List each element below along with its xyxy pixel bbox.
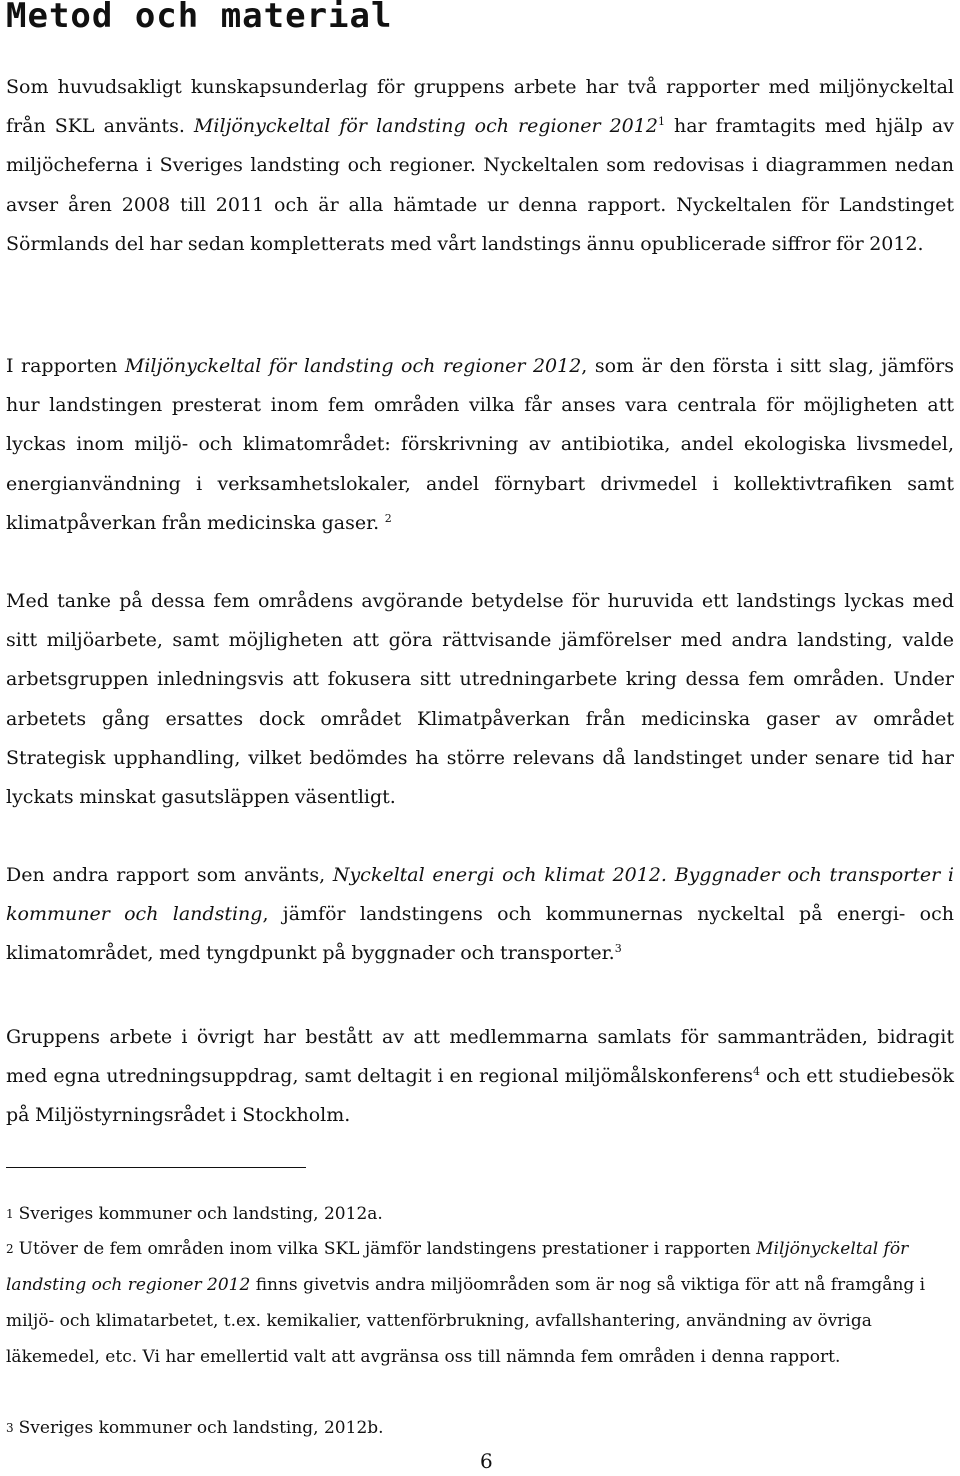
- paragraph-5-text-a: Gruppens arbete i övrigt har bestått av att medlemmarna samlats för sammanträden, bidragit med egna utredningsuppdrag, samt deltagit i en regional miljömålskonferens: [6, 1026, 954, 1088]
- paragraph-1-text-a: Som huvudsakligt kunskapsunderlag för gruppens arbete har två rapporter med miljönyckeltal från SKL använts.: [6, 76, 954, 138]
- paragraph-2: [6, 347, 954, 543]
- report-title-italic: Miljönyckeltal för landsting och regioner 2012: [6, 1239, 909, 1295]
- report-title-italic: Miljönyckeltal för landsting och regioner 2012: [193, 115, 658, 138]
- footnote-number: 3: [6, 1421, 14, 1435]
- page-number: 6: [480, 1449, 493, 1473]
- paragraph-2-text-a: I rapporten: [6, 355, 125, 377]
- footnote-ref-3[interactable]: 3: [614, 942, 622, 956]
- footnote-1: [6, 1196, 946, 1232]
- footnote-text-a: Utöver de fem områden inom vilka SKL jämför landstingens prestationer i rapporten: [18, 1239, 757, 1259]
- footnote-ref-4[interactable]: 4: [753, 1065, 761, 1079]
- paragraph-5-text-b: och ett studiebesök på Miljöstyrningsrådet i Stockholm.: [6, 1065, 955, 1127]
- paragraph-5: [6, 1018, 954, 1136]
- section-heading: Metod och material: [6, 0, 393, 36]
- paragraph-2-text-c: , som är den första i sitt slag, jämförs hur landstingen presterat inom fem områden vilka får anses vara centrala för möjligheten att lyckas inom miljö- och klimatområdet: förskrivning av antibiotika, andel ekologiska livsmedel, energianvändning i verksamhetslokaler, andel förnybart drivmedel i kollektivtrafiken samt klimatpåverkan från medicinska gaser.: [6, 355, 954, 534]
- paragraph-1-text-c: har framtagits med hjälp av miljöcheferna i Sveriges landsting och regioner. Nyckeltalen som redovisas i diagrammen nedan avser åren 2008 till 2011 och är alla hämtade ur denna rapport. Nyckeltalen för Landstinget Sörmlands del har sedan kompletterats med vårt landstings ännu opublicerade siffror för 2012.: [6, 115, 954, 255]
- footnote-number: 1: [6, 1207, 14, 1221]
- paragraph-3: [6, 582, 954, 817]
- paragraph-1: [6, 68, 954, 264]
- footnote-ref-2[interactable]: 2: [384, 511, 392, 525]
- footnote-separator: [6, 1167, 306, 1168]
- footnote-ref-1[interactable]: 1: [657, 115, 665, 129]
- paragraph-3-text: Med tanke på dessa fem områdens avgörande betydelse för huruvida ett landstings lyckas med sitt miljöarbete, samt möjligheten att göra rättvisande jämförelser med andra landsting, valde arbetsgruppen inledningsvis att fokusera sitt utredningarbete kring dessa fem områden. Under arbetets gång ersattes dock området Klimatpåverkan från medicinska gaser av området Strategisk upphandling, vilket bedömdes ha större relevans då landstinget under senare tid har lyckats minskat gasutsläppen väsentligt.: [6, 590, 954, 809]
- report-title-italic: Miljönyckeltal för landsting och regioner 2012: [124, 355, 582, 377]
- paragraph-4-text-a: Den andra rapport som använts,: [6, 864, 333, 886]
- footnote-text: Sveriges kommuner och landsting, 2012a.: [18, 1204, 383, 1224]
- report-title-italic: Nyckeltal energi och klimat 2012. Byggnader och transporter i kommuner och landsting: [6, 864, 954, 926]
- footnote-3: [6, 1410, 946, 1446]
- footnote-text: Sveriges kommuner och landsting, 2012b.: [18, 1418, 384, 1438]
- paragraph-4-text-c: , jämför landstingens och kommunernas nyckeltal på energi- och klimatområdet, med tyngdpunkt på byggnader och transporter.: [6, 903, 954, 965]
- footnote-text-c: finns givetvis andra miljöområden som är nog så viktiga för att nå framgång i miljö- och klimatarbetet, t.ex. kemikalier, vattenförbrukning, avfallshantering, användning av övriga läkemedel, etc. Vi har emellertid valt att avgränsa oss till nämnda fem områden i denna rapport.: [6, 1275, 926, 1367]
- footnote-number: 2: [6, 1242, 14, 1256]
- footnote-2: [6, 1231, 946, 1375]
- paragraph-4: [6, 856, 954, 974]
